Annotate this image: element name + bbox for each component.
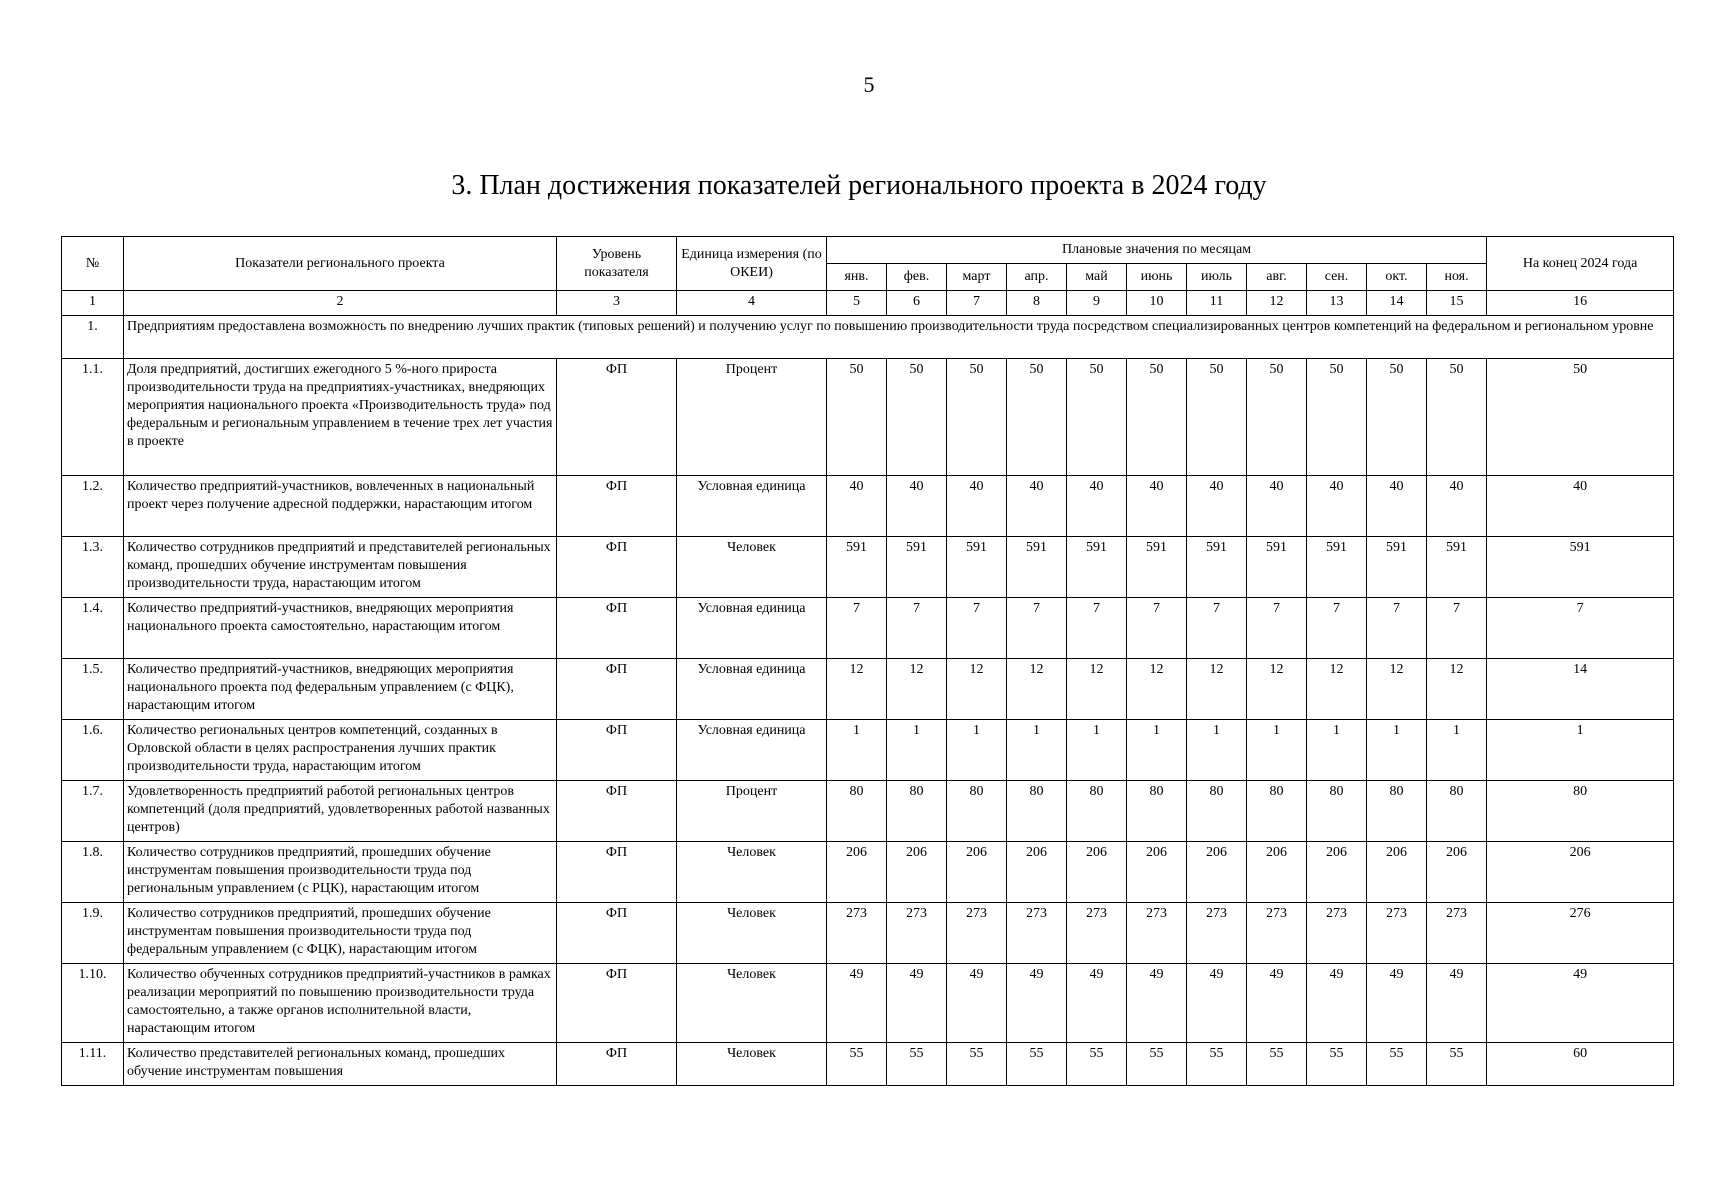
row-end-value: 1 — [1487, 720, 1674, 781]
row-month-value: 40 — [827, 476, 887, 537]
row-end-value: 60 — [1487, 1043, 1674, 1086]
row-indicator-name: Количество представителей региональных команд, прошедших обучение инструментам повышения — [124, 1043, 557, 1086]
row-month-value: 7 — [1247, 598, 1307, 659]
row-num: 1.9. — [62, 903, 124, 964]
row-month-value: 49 — [1247, 964, 1307, 1043]
row-month-value: 206 — [1007, 842, 1067, 903]
row-num: 1.8. — [62, 842, 124, 903]
row-month-value: 50 — [827, 359, 887, 476]
row-month-value: 55 — [1427, 1043, 1487, 1086]
row-month-value: 273 — [1247, 903, 1307, 964]
row-month-value: 206 — [1427, 842, 1487, 903]
row-end-value: 14 — [1487, 659, 1674, 720]
column-number: 12 — [1247, 291, 1307, 316]
row-level: ФП — [557, 964, 677, 1043]
row-month-value: 591 — [1187, 537, 1247, 598]
header-num: № — [62, 237, 124, 291]
row-month-value: 591 — [947, 537, 1007, 598]
row-month-value: 40 — [1427, 476, 1487, 537]
row-month-value: 1 — [1187, 720, 1247, 781]
header-month: фев. — [887, 264, 947, 291]
row-month-value: 55 — [1247, 1043, 1307, 1086]
row-month-value: 40 — [1247, 476, 1307, 537]
row-unit: Человек — [677, 1043, 827, 1086]
row-level: ФП — [557, 476, 677, 537]
table-row — [62, 903, 1674, 964]
row-month-value: 55 — [1007, 1043, 1067, 1086]
table-row — [62, 964, 1674, 1043]
row-month-value: 50 — [1127, 359, 1187, 476]
row-month-value: 206 — [947, 842, 1007, 903]
column-numbers-row — [62, 291, 1674, 316]
row-month-value: 50 — [1067, 359, 1127, 476]
header-month: май — [1067, 264, 1127, 291]
column-number: 11 — [1187, 291, 1247, 316]
row-month-value: 273 — [827, 903, 887, 964]
row-unit: Условная единица — [677, 659, 827, 720]
row-month-value: 80 — [1427, 781, 1487, 842]
header-planned-values: Плановые значения по месяцам — [827, 237, 1487, 264]
row-num: 1.10. — [62, 964, 124, 1043]
row-month-value: 80 — [887, 781, 947, 842]
header-month: сен. — [1307, 264, 1367, 291]
table-row — [62, 720, 1674, 781]
row-month-value: 12 — [947, 659, 1007, 720]
row-month-value: 206 — [1067, 842, 1127, 903]
row-month-value: 591 — [1307, 537, 1367, 598]
row-level: ФП — [557, 781, 677, 842]
section-num: 1. — [62, 316, 124, 359]
table-row — [62, 359, 1674, 476]
header-month: март — [947, 264, 1007, 291]
row-month-value: 49 — [1187, 964, 1247, 1043]
row-month-value: 206 — [827, 842, 887, 903]
header-month: окт. — [1367, 264, 1427, 291]
row-month-value: 55 — [1187, 1043, 1247, 1086]
row-month-value: 40 — [1067, 476, 1127, 537]
row-unit: Человек — [677, 842, 827, 903]
row-indicator-name: Количество предприятий-участников, вовлеченных в национальный проект через получение адресной поддержки, нарастающим итогом — [124, 476, 557, 537]
row-month-value: 55 — [1127, 1043, 1187, 1086]
row-month-value: 55 — [827, 1043, 887, 1086]
row-month-value: 12 — [1187, 659, 1247, 720]
section-row — [62, 316, 1674, 359]
column-number: 7 — [947, 291, 1007, 316]
row-month-value: 80 — [1247, 781, 1307, 842]
header-row — [62, 237, 1674, 264]
column-number: 14 — [1367, 291, 1427, 316]
row-indicator-name: Количество региональных центров компетенций, созданных в Орловской области в целях распространения лучших практик производительности труда, нарастающим итогом — [124, 720, 557, 781]
row-num: 1.11. — [62, 1043, 124, 1086]
row-month-value: 7 — [1427, 598, 1487, 659]
row-unit: Условная единица — [677, 720, 827, 781]
row-month-value: 12 — [1307, 659, 1367, 720]
row-month-value: 50 — [1427, 359, 1487, 476]
row-month-value: 40 — [947, 476, 1007, 537]
row-indicator-name: Количество сотрудников предприятий, прошедших обучение инструментам повышения производительности труда под федеральным управлением (с ФЦК), нарастающим итогом — [124, 903, 557, 964]
row-indicator-name: Количество предприятий-участников, внедряющих мероприятия национального проекта под федеральным управлением (с ФЦК), нарастающим итогом — [124, 659, 557, 720]
table-row — [62, 598, 1674, 659]
row-month-value: 50 — [1307, 359, 1367, 476]
row-month-value: 273 — [1067, 903, 1127, 964]
row-end-value: 50 — [1487, 359, 1674, 476]
row-month-value: 7 — [887, 598, 947, 659]
table-row — [62, 659, 1674, 720]
row-month-value: 591 — [1367, 537, 1427, 598]
row-month-value: 40 — [1127, 476, 1187, 537]
row-month-value: 273 — [947, 903, 1007, 964]
row-indicator-name: Доля предприятий, достигших ежегодного 5 %-ного прироста производительности труда на предприятиях-участниках, внедряющих мероприятия национального проекта «Производительность труда» под федеральным и региональным управлением в течение трех лет участия в проекте — [124, 359, 557, 476]
row-month-value: 49 — [1007, 964, 1067, 1043]
row-month-value: 12 — [1427, 659, 1487, 720]
table-row — [62, 781, 1674, 842]
header-month: ноя. — [1427, 264, 1487, 291]
row-month-value: 591 — [1247, 537, 1307, 598]
row-level: ФП — [557, 842, 677, 903]
row-month-value: 206 — [1307, 842, 1367, 903]
row-month-value: 7 — [1367, 598, 1427, 659]
row-month-value: 49 — [1307, 964, 1367, 1043]
row-month-value: 55 — [887, 1043, 947, 1086]
row-indicator-name: Количество сотрудников предприятий и представителей региональных команд, прошедших обучение инструментам повышения производительности труда, нарастающим итогом — [124, 537, 557, 598]
row-month-value: 55 — [1067, 1043, 1127, 1086]
row-month-value: 1 — [1367, 720, 1427, 781]
row-level: ФП — [557, 1043, 677, 1086]
table-row — [62, 476, 1674, 537]
row-month-value: 206 — [1367, 842, 1427, 903]
row-month-value: 591 — [1067, 537, 1127, 598]
row-month-value: 40 — [887, 476, 947, 537]
row-num: 1.7. — [62, 781, 124, 842]
row-month-value: 206 — [1127, 842, 1187, 903]
row-month-value: 40 — [1007, 476, 1067, 537]
row-unit: Человек — [677, 537, 827, 598]
row-month-value: 12 — [1367, 659, 1427, 720]
column-number: 15 — [1427, 291, 1487, 316]
row-num: 1.2. — [62, 476, 124, 537]
row-month-value: 80 — [1307, 781, 1367, 842]
row-level: ФП — [557, 359, 677, 476]
row-month-value: 273 — [1427, 903, 1487, 964]
column-number: 13 — [1307, 291, 1367, 316]
header-month: янв. — [827, 264, 887, 291]
row-unit: Человек — [677, 903, 827, 964]
row-month-value: 273 — [1307, 903, 1367, 964]
row-level: ФП — [557, 659, 677, 720]
column-number: 2 — [124, 291, 557, 316]
row-num: 1.3. — [62, 537, 124, 598]
row-month-value: 273 — [1007, 903, 1067, 964]
row-month-value: 1 — [1247, 720, 1307, 781]
row-month-value: 206 — [1187, 842, 1247, 903]
row-month-value: 591 — [1007, 537, 1067, 598]
row-month-value: 1 — [887, 720, 947, 781]
header-level: Уровень показателя — [557, 237, 677, 291]
header-unit: Единица измерения (по ОКЕИ) — [677, 237, 827, 291]
page-number: 5 — [863, 72, 875, 97]
row-month-value: 55 — [1307, 1043, 1367, 1086]
column-number: 10 — [1127, 291, 1187, 316]
row-month-value: 40 — [1367, 476, 1427, 537]
row-level: ФП — [557, 537, 677, 598]
row-num: 1.4. — [62, 598, 124, 659]
header-end-of-year: На конец 2024 года — [1487, 237, 1674, 291]
row-indicator-name: Удовлетворенность предприятий работой региональных центров компетенций (доля предприятий, удовлетворенных работой названных центров) — [124, 781, 557, 842]
row-month-value: 591 — [887, 537, 947, 598]
row-end-value: 40 — [1487, 476, 1674, 537]
row-month-value: 50 — [1367, 359, 1427, 476]
row-month-value: 7 — [1067, 598, 1127, 659]
column-number: 8 — [1007, 291, 1067, 316]
row-month-value: 80 — [947, 781, 1007, 842]
row-month-value: 50 — [887, 359, 947, 476]
row-level: ФП — [557, 598, 677, 659]
row-month-value: 7 — [1307, 598, 1367, 659]
row-month-value: 80 — [1007, 781, 1067, 842]
row-month-value: 49 — [1127, 964, 1187, 1043]
row-level: ФП — [557, 720, 677, 781]
row-month-value: 7 — [827, 598, 887, 659]
row-end-value: 7 — [1487, 598, 1674, 659]
header-month: авг. — [1247, 264, 1307, 291]
row-end-value: 591 — [1487, 537, 1674, 598]
row-month-value: 12 — [827, 659, 887, 720]
row-month-value: 12 — [887, 659, 947, 720]
row-month-value: 50 — [1247, 359, 1307, 476]
row-month-value: 1 — [947, 720, 1007, 781]
indicators-plan-table — [61, 236, 1674, 1086]
row-month-value: 49 — [1367, 964, 1427, 1043]
row-month-value: 49 — [1427, 964, 1487, 1043]
row-month-value: 49 — [947, 964, 1007, 1043]
row-month-value: 50 — [1007, 359, 1067, 476]
row-month-value: 40 — [1187, 476, 1247, 537]
row-end-value: 49 — [1487, 964, 1674, 1043]
header-indicator: Показатели регионального проекта — [124, 237, 557, 291]
row-month-value: 80 — [1127, 781, 1187, 842]
row-num: 1.6. — [62, 720, 124, 781]
row-month-value: 273 — [1187, 903, 1247, 964]
row-month-value: 80 — [1067, 781, 1127, 842]
row-month-value: 1 — [1307, 720, 1367, 781]
row-unit: Условная единица — [677, 598, 827, 659]
row-month-value: 55 — [1367, 1043, 1427, 1086]
row-month-value: 7 — [1127, 598, 1187, 659]
row-month-value: 273 — [1127, 903, 1187, 964]
row-month-value: 55 — [947, 1043, 1007, 1086]
row-unit: Условная единица — [677, 476, 827, 537]
row-month-value: 49 — [1067, 964, 1127, 1043]
row-month-value: 12 — [1067, 659, 1127, 720]
row-month-value: 273 — [887, 903, 947, 964]
row-unit: Процент — [677, 359, 827, 476]
row-month-value: 7 — [947, 598, 1007, 659]
table-row — [62, 842, 1674, 903]
row-month-value: 49 — [827, 964, 887, 1043]
row-month-value: 7 — [1187, 598, 1247, 659]
column-number: 3 — [557, 291, 677, 316]
row-month-value: 1 — [827, 720, 887, 781]
column-number: 5 — [827, 291, 887, 316]
row-month-value: 1 — [1007, 720, 1067, 781]
row-month-value: 80 — [1187, 781, 1247, 842]
table-row — [62, 1043, 1674, 1086]
row-month-value: 273 — [1367, 903, 1427, 964]
row-num: 1.5. — [62, 659, 124, 720]
row-level: ФП — [557, 903, 677, 964]
header-month: июль — [1187, 264, 1247, 291]
row-month-value: 1 — [1427, 720, 1487, 781]
row-indicator-name: Количество предприятий-участников, внедряющих мероприятия национального проекта самостоятельно, нарастающим итогом — [124, 598, 557, 659]
row-month-value: 12 — [1007, 659, 1067, 720]
table-row — [62, 537, 1674, 598]
row-month-value: 80 — [827, 781, 887, 842]
row-month-value: 1 — [1127, 720, 1187, 781]
header-month: апр. — [1007, 264, 1067, 291]
row-month-value: 206 — [887, 842, 947, 903]
row-month-value: 7 — [1007, 598, 1067, 659]
row-month-value: 80 — [1367, 781, 1427, 842]
row-unit: Человек — [677, 964, 827, 1043]
row-month-value: 50 — [1187, 359, 1247, 476]
row-month-value: 40 — [1307, 476, 1367, 537]
row-end-value: 276 — [1487, 903, 1674, 964]
row-indicator-name: Количество обученных сотрудников предприятий-участников в рамках реализации мероприятий по повышению производительности труда самостоятельно, а также органов исполнительной власти, нарастающим итогом — [124, 964, 557, 1043]
page-title: 3. План достижения показателей регионального проекта в 2024 году — [451, 170, 1267, 201]
row-month-value: 591 — [827, 537, 887, 598]
column-number: 6 — [887, 291, 947, 316]
row-num: 1.1. — [62, 359, 124, 476]
row-month-value: 591 — [1427, 537, 1487, 598]
column-number: 1 — [62, 291, 124, 316]
row-month-value: 49 — [887, 964, 947, 1043]
column-number: 16 — [1487, 291, 1674, 316]
row-month-value: 591 — [1127, 537, 1187, 598]
row-month-value: 206 — [1247, 842, 1307, 903]
row-month-value: 1 — [1067, 720, 1127, 781]
header-month: июнь — [1127, 264, 1187, 291]
column-number: 4 — [677, 291, 827, 316]
row-end-value: 80 — [1487, 781, 1674, 842]
row-month-value: 12 — [1127, 659, 1187, 720]
row-month-value: 50 — [947, 359, 1007, 476]
row-end-value: 206 — [1487, 842, 1674, 903]
column-number: 9 — [1067, 291, 1127, 316]
row-month-value: 12 — [1247, 659, 1307, 720]
row-unit: Процент — [677, 781, 827, 842]
section-text: Предприятиям предоставлена возможность по внедрению лучших практик (типовых решений) и получению услуг по повышению производительности труда посредством специализированных центров компетенций на федеральном и региональном уровне — [124, 316, 1674, 359]
row-indicator-name: Количество сотрудников предприятий, прошедших обучение инструментам повышения производительности труда под региональным управлением (с РЦК), нарастающим итогом — [124, 842, 557, 903]
